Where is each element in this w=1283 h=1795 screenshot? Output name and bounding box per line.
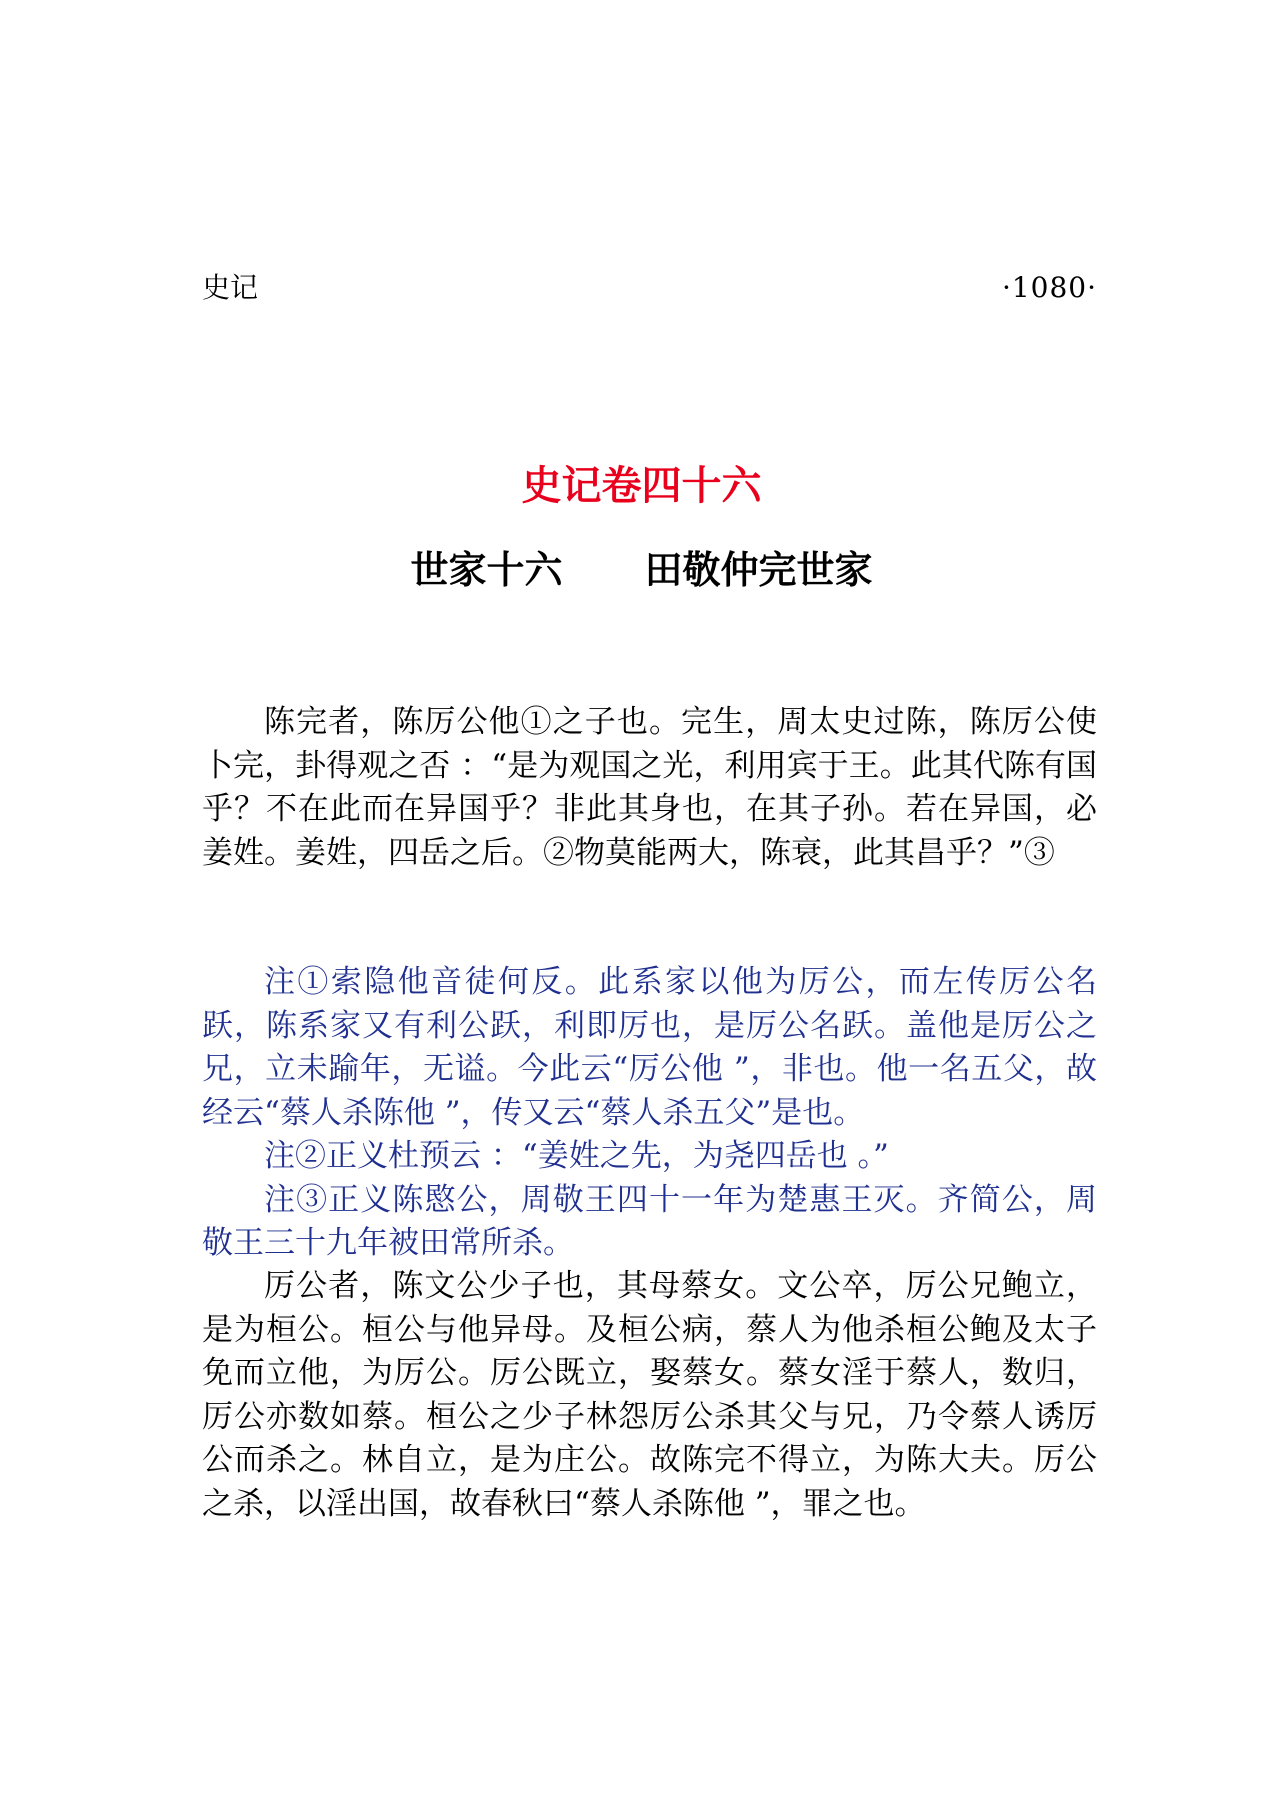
chapter-name: 田敬仲完世家 [644, 548, 873, 592]
running-head [202, 268, 1097, 308]
note-3: 注③正义陈愍公，周敬王四十一年为楚惠王灭。齐简公，周敬王三十九年被田常所杀。 [202, 1181, 1097, 1261]
page-number: ·1080· [1001, 271, 1097, 304]
notes [202, 961, 1097, 1266]
note-1: 注①索隐他音徒何反。此系家以他为厉公，而左传厉公名跃，陈系家又有利公跃，利即厉也，是厉公名跃。盖他是厉公之兄，立未踰年，无谥。今此云“厉公他 ”，非也。他一名五父，故经云“蔡人杀陈他 ”，传又云“蔡人杀五父”是也。 [202, 964, 1097, 1131]
main-text-continued [202, 1265, 1097, 1526]
volume-title: 史记卷四十六 [521, 463, 762, 509]
note-2: 注②正义杜预云 ：“姜姓之先，为尧四岳也 。” [264, 1138, 889, 1174]
chapter-number: 世家十六 [410, 548, 563, 592]
chapter-title [0, 540, 1283, 600]
paragraph-2: 厉公者，陈文公少子也，其母蔡女。文公卒，厉公兄鲍立，是为桓公。桓公与他异母。及桓公病，蔡人为他杀桓公鲍及太子免而立他，为厉公。厉公既立，娶蔡女。蔡女淫于蔡人，数归，厉公亦数如蔡。桓公之少子林怨厉公杀其父与兄，乃令蔡人诱厉公而杀之。林自立，是为庄公。故陈完不得立，为陈大夫。厉公之杀，以淫出国，故春秋曰“蔡人杀陈他 ”，罪之也。 [202, 1268, 1097, 1522]
book-name: 史记 [202, 271, 259, 304]
paragraph-1: 陈完者，陈厉公他①之子也。完生，周太史过陈，陈厉公使卜完，卦得观之否 ：“是为观国之光，利用宾于王。此其代陈有国乎？不在此而在异国乎？非此其身也，在其子孙。若在异国，必姜姓。姜姓，四岳之后。②物莫能两大，陈衰，此其昌乎？”③ [202, 704, 1097, 871]
main-text [202, 701, 1097, 875]
